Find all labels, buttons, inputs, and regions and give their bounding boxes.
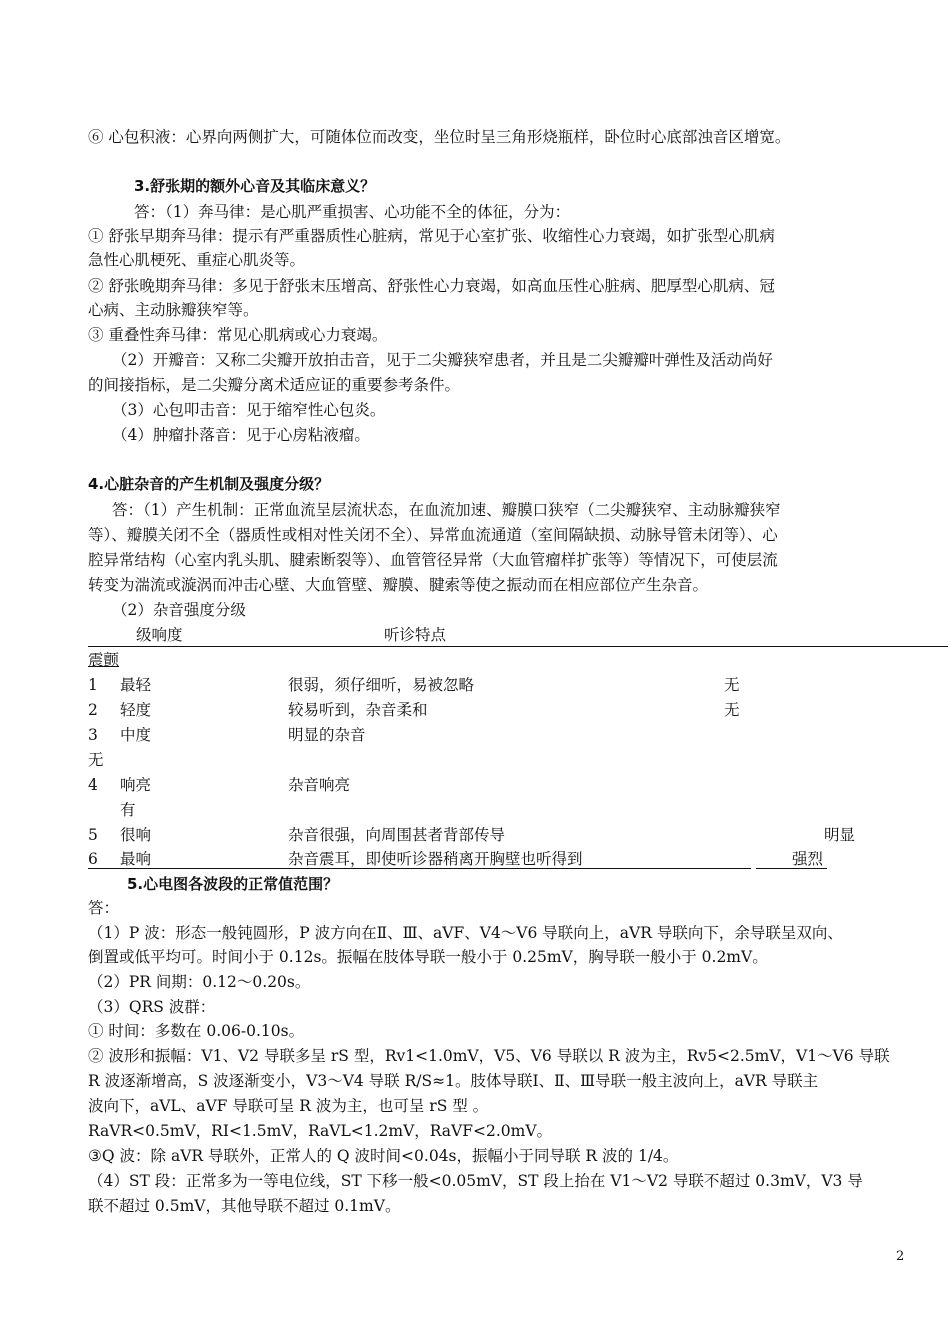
table-header-feature: 听诊特点 [384, 626, 447, 644]
text-line: （2）PR 间期：0.12～0.20s。 [88, 973, 311, 991]
text-line: 答：（1）奔马律：是心肌严重损害、心功能不全的体征，分为： [134, 203, 571, 221]
table-cell-grade: 2 [88, 701, 98, 719]
table-cell-feature: 很弱，须仔细听，易被忽略 [288, 676, 475, 694]
text-line: （2）杂音强度分级 [112, 601, 246, 619]
table-cell-feature: 杂音很强，向周围甚者背部传导 [288, 826, 506, 844]
text-line: 联不超过 0.5mV，其他导联不超过 0.1mV。 [88, 1197, 401, 1215]
text-line: 波向下，aVL、aVF 导联可呈 R 波为主，也可呈 rS 型 。 [88, 1097, 489, 1115]
table-cell-thrill: 有 [120, 801, 136, 819]
table-cell-grade: 3 [88, 726, 98, 744]
text-line: 腔异常结构（心室内乳头肌、腱索断裂等）、血管管径异常（大血管瘤样扩张等）等情况下，可使层流 [88, 551, 778, 569]
table-cell-feature: 杂音响亮 [288, 776, 351, 794]
table-cell-grade: 1 [88, 676, 98, 694]
table-cell-level: 最响 [120, 850, 152, 868]
text-line: 等）、瓣膜关闭不全（器质性或相对性关闭不全）、异常血流通道（室间隔缺损、动脉导管未闭等）、心 [88, 526, 778, 544]
text-line: ⑥ 心包积液：心界向两侧扩大，可随体位而改变，坐位时呈三角形烧瓶样，卧位时心底部浊音区增宽。 [88, 128, 791, 146]
text-line: ② 舒张晚期奔马律：多见于舒张末压增高、舒张性心力衰竭，如高血压性心脏病、肥厚型心肌病、冠 [88, 277, 775, 295]
table-cell-level: 响亮 [120, 776, 152, 794]
text-line: R 波逐渐增高，S 波逐渐变小，V3～V4 导联 R/S≈1。肢体导联Ⅰ、Ⅱ、Ⅲ导联一般主波向上，aVR 导联主 [88, 1072, 819, 1090]
table-cell-feature: 杂音震耳，即使听诊器稍离开胸壁也听得到 [288, 850, 583, 868]
table-cell-grade: 4 [88, 776, 98, 794]
text-line: （3）QRS 波群： [88, 998, 216, 1016]
text-line: （2）开瓣音：又称二尖瓣开放拍击音，见于二尖瓣狭窄患者，并且是二尖瓣瓣叶弹性及活动尚好 [112, 351, 773, 369]
table-top-rule [88, 646, 948, 647]
text-line: ② 波形和振幅：V1、V2 导联多呈 rS 型，Rv1<1.0mV，V5、V6 导联以 R 波为主，Rv5<2.5mV，V1～V6 导联 [88, 1047, 890, 1065]
table-cell-thrill: 无 [724, 701, 740, 719]
table-cell-level: 中度 [120, 726, 152, 744]
table-bottom-rule [88, 868, 751, 869]
section-heading: 5.心电图各波段的正常值范围？ [127, 875, 339, 893]
table-cell-feature: 较易听到，杂音柔和 [288, 701, 428, 719]
text-line: （3）心包叩击音：见于缩窄性心包炎。 [112, 401, 386, 419]
section-heading: 4.心脏杂音的产生机制及强度分级？ [88, 475, 330, 493]
table-cell-grade: 6 [88, 850, 98, 868]
text-line: 急性心肌梗死、重症心肌炎等。 [88, 251, 306, 269]
table-header-level: 级响度 [136, 626, 183, 644]
section-heading: 3.舒张期的额外心音及其临床意义？ [134, 177, 376, 195]
text-line: 倒置或低平均可。时间小于 0.12s。振幅在肢体导联一般小于 0.25mV，胸导联一般小于 0.2mV。 [88, 948, 768, 966]
table-header-thrill: 震颤 [88, 651, 120, 669]
table-cell-thrill: 明显 [824, 826, 856, 844]
table-cell-thrill: 强烈 [792, 850, 824, 868]
text-line: ③Q 波：除 aVR 导联外，正常人的 Q 波时间<0.04s，振幅小于同导联 R 波的 1/4。 [88, 1147, 679, 1165]
text-line: （4）ST 段：正常多为一等电位线，ST 下移一般<0.05mV，ST 段上抬在 V1～V2 导联不超过 0.3mV，V3 导 [88, 1172, 863, 1190]
text-line: 答： [88, 899, 120, 917]
table-cell-level: 很响 [120, 826, 152, 844]
text-line: 心病、主动脉瓣狭窄等。 [88, 301, 259, 319]
table-cell-grade: 5 [88, 826, 98, 844]
text-line: RaVR<0.5mV，RⅠ<1.5mV，RaVL<1.2mV，RaVF<2.0mV。 [88, 1122, 553, 1140]
text-line: ① 舒张早期奔马律：提示有严重器质性心脏病，常见于心室扩张、收缩性心力衰竭，如扩张型心肌病 [88, 227, 775, 245]
text-line: 的间接指标，是二尖瓣分离术适应证的重要参考条件。 [88, 376, 461, 394]
text-line: ① 时间：多数在 0.06-0.10s。 [88, 1022, 305, 1040]
text-line: 答：（1）产生机制：正常血流呈层流状态，在血流加速、瓣膜口狭窄（二尖瓣狭窄、主动脉瓣狭窄 [112, 501, 781, 519]
text-line: （4）肿瘤扑落音：见于心房粘液瘤。 [112, 426, 370, 444]
table-cell-thrill: 无 [724, 676, 740, 694]
text-line: 转变为湍流或漩涡而冲击心壁、大血管壁、瓣膜、腱索等使之振动而在相应部位产生杂音。 [88, 576, 709, 594]
table-cell-thrill: 无 [88, 751, 104, 769]
page-number: 2 [896, 1249, 905, 1264]
table-bottom-rule [756, 868, 827, 869]
table-cell-level: 最轻 [120, 676, 152, 694]
table-cell-feature: 明显的杂音 [288, 726, 366, 744]
text-line: （1）P 波：形态一般钝圆形，P 波方向在Ⅱ、Ⅲ、aVF、V4～V6 导联向上，aVR 导联向下，余导联呈双向、 [88, 924, 843, 942]
table-cell-level: 轻度 [120, 701, 152, 719]
text-line: ③ 重叠性奔马律：常见心肌病或心力衰竭。 [88, 326, 388, 344]
